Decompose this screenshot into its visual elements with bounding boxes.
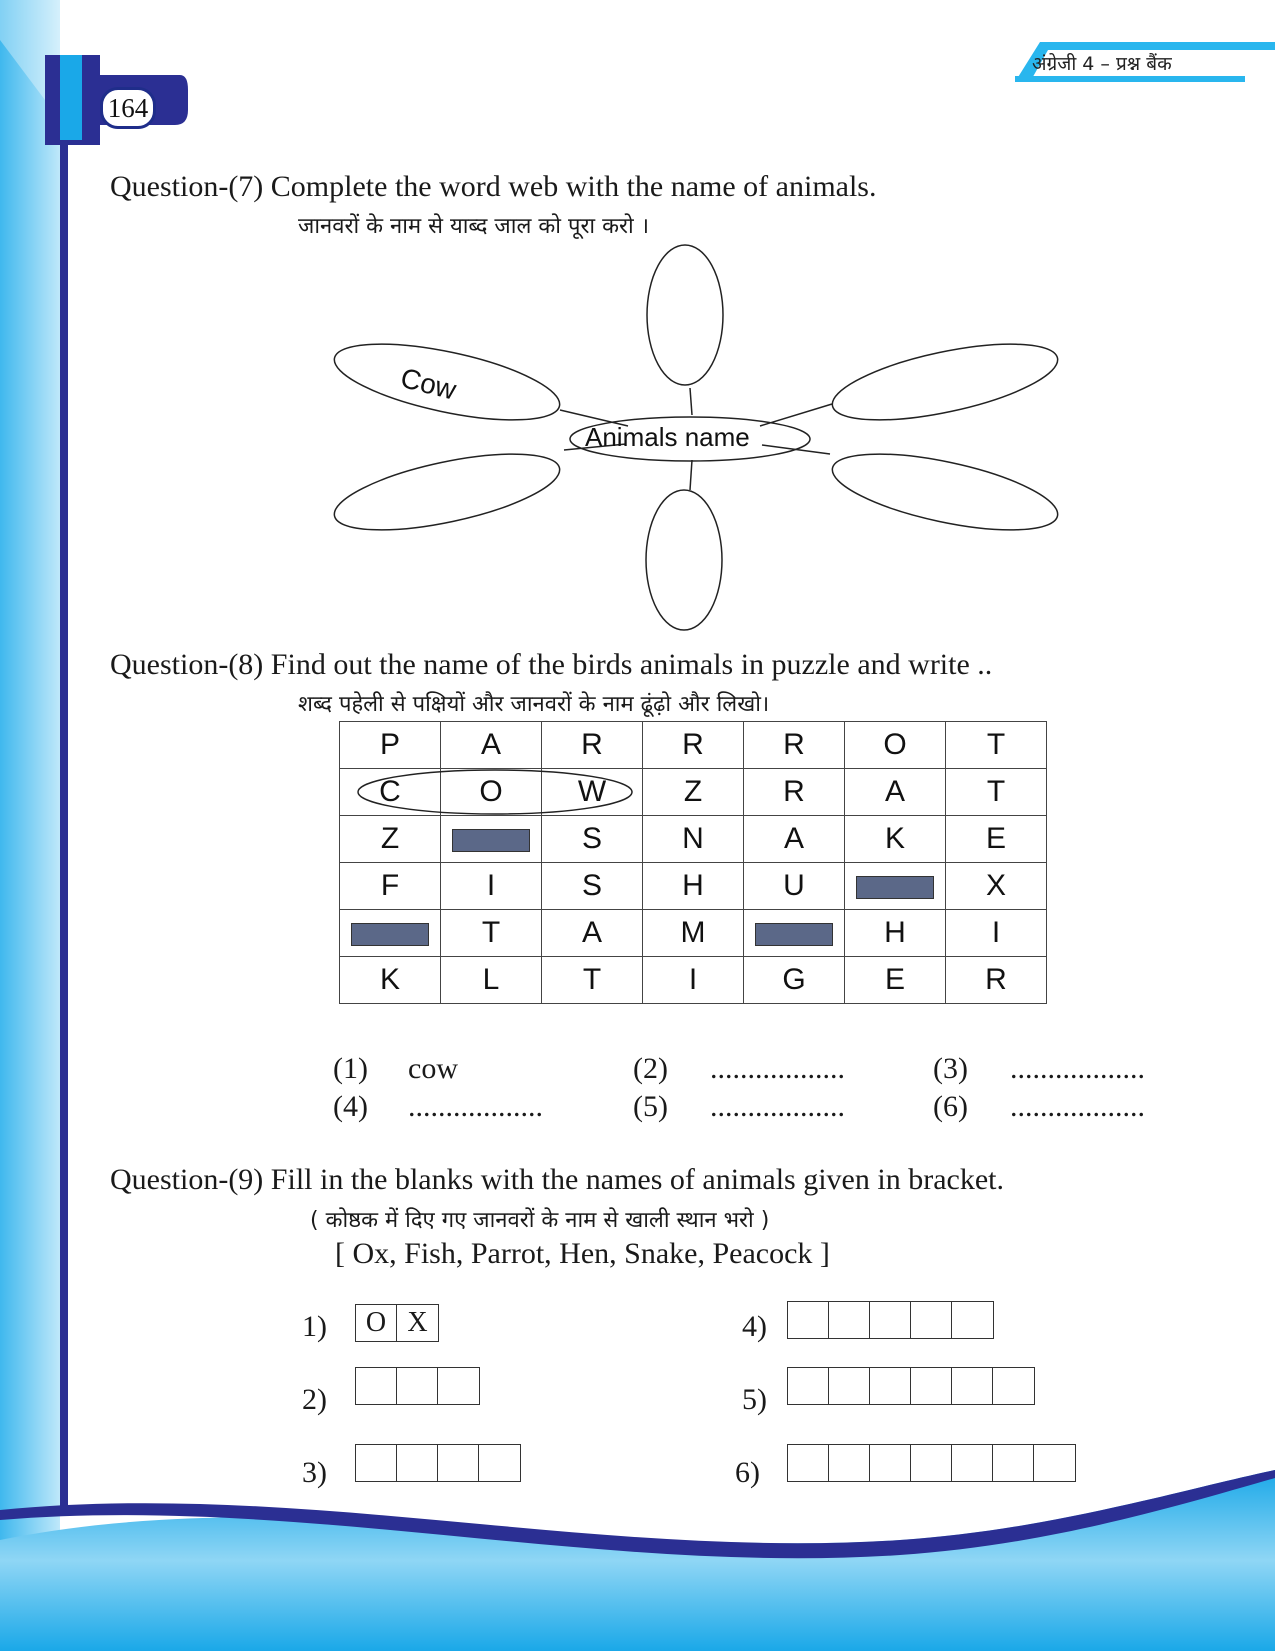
grid-letter-cell: K: [340, 957, 441, 1004]
blocked-cell-shading: [755, 923, 833, 946]
grid-row: [340, 957, 1047, 1004]
blocked-cell-shading: [856, 876, 934, 899]
grid-letter-cell: S: [542, 863, 643, 910]
grid-row: [340, 910, 1047, 957]
grid-letter-cell: L: [441, 957, 542, 1004]
letter-box[interactable]: [829, 1302, 870, 1338]
grid-letter-cell: R: [643, 722, 744, 769]
grid-letter-cell: O: [845, 722, 946, 769]
q8-hindi-instruction: शब्द पहेली से पक्षियों और जानवरों के नाम ढूंढ़ो और लिखो।: [298, 692, 770, 717]
grid-letter-cell: R: [744, 769, 845, 816]
grid-letter-cell: P: [340, 722, 441, 769]
grid-letter-cell: A: [441, 722, 542, 769]
blocked-cell-shading: [351, 923, 429, 946]
web-oval-upper-right: [826, 329, 1060, 436]
fill-3-number: 3): [302, 1456, 327, 1489]
answer-1-number: (1): [333, 1052, 368, 1085]
grid-letter-cell: S: [542, 816, 643, 863]
fill-5-letter-boxes[interactable]: [787, 1367, 1035, 1405]
letter-box[interactable]: [993, 1368, 1034, 1404]
letter-box[interactable]: [993, 1445, 1034, 1481]
blocked-cell-shading: [452, 829, 530, 852]
grid-letter-cell: I: [441, 863, 542, 910]
grid-letter-cell: I: [946, 910, 1047, 957]
fill-2-letter-boxes[interactable]: [355, 1367, 480, 1405]
fill-6-letter-boxes[interactable]: [787, 1444, 1076, 1482]
letter-box[interactable]: [911, 1445, 952, 1481]
grid-letter-cell: I: [643, 957, 744, 1004]
q7-title: Question-(7) Complete the word web with the name of animals.: [110, 170, 877, 203]
q7-hindi-instruction: जानवरों के नाम से याब्द जाल को पूरा करो ।: [298, 214, 650, 239]
grid-letter-cell: W: [542, 769, 643, 816]
answer-1-text: cow: [408, 1052, 458, 1085]
grid-letter-cell: H: [643, 863, 744, 910]
web-center-label: Animals name: [585, 422, 750, 452]
grid-letter-cell: G: [744, 957, 845, 1004]
grid-letter-cell: N: [643, 816, 744, 863]
letter-box[interactable]: [397, 1368, 438, 1404]
grid-letter-cell: R: [542, 722, 643, 769]
grid-letter-cell: A: [542, 910, 643, 957]
fill-2-number: 2): [302, 1383, 327, 1416]
letter-box[interactable]: [952, 1302, 993, 1338]
letter-box[interactable]: [788, 1445, 829, 1481]
grid-row: [340, 863, 1047, 910]
letter-box[interactable]: [870, 1302, 911, 1338]
fill-6-number: 6): [735, 1456, 760, 1489]
answer-3-blank[interactable]: ..................: [1010, 1052, 1145, 1085]
grid-letter-cell: T: [946, 769, 1047, 816]
letter-box[interactable]: [870, 1368, 911, 1404]
grid-letter-cell: X: [946, 863, 1047, 910]
fill-1-number: 1): [302, 1310, 327, 1343]
grid-letter-cell: T: [441, 910, 542, 957]
page-number: 164: [100, 87, 156, 129]
answer-4-number: (4): [333, 1090, 368, 1123]
grid-letter-cell: H: [845, 910, 946, 957]
grid-letter-cell: E: [946, 816, 1047, 863]
fill-4-letter-boxes[interactable]: [787, 1301, 994, 1339]
grid-letter-cell: R: [946, 957, 1047, 1004]
fill-3-letter-boxes[interactable]: [355, 1444, 521, 1482]
letter-box[interactable]: [952, 1445, 993, 1481]
q8-title: Question-(8) Find out the name of the birds animals in puzzle and write ..: [110, 648, 993, 681]
web-oval-top: [647, 245, 723, 385]
letter-box[interactable]: [438, 1368, 479, 1404]
fill-5-number: 5): [742, 1383, 767, 1416]
grid-letter-cell: K: [845, 816, 946, 863]
q9-word-list: [ Ox, Fish, Parrot, Hen, Snake, Peacock ]: [335, 1237, 830, 1270]
grid-blocked-cell: [340, 910, 441, 957]
word-search-grid: [339, 721, 1047, 1004]
letter-box[interactable]: [829, 1368, 870, 1404]
grid-letter-cell: O: [441, 769, 542, 816]
grid-letter-cell: Z: [340, 816, 441, 863]
grid-letter-cell: C: [340, 769, 441, 816]
answer-4-blank[interactable]: ..................: [408, 1090, 543, 1123]
web-oval-lower-right: [826, 439, 1060, 546]
grid-blocked-cell: [845, 863, 946, 910]
grid-letter-cell: U: [744, 863, 845, 910]
q9-hindi-instruction: ( कोष्ठक में दिए गए जानवरों के नाम से खाली स्थान भरो ): [310, 1208, 770, 1233]
letter-box[interactable]: [788, 1368, 829, 1404]
answer-3-number: (3): [933, 1052, 968, 1085]
letter-box[interactable]: [911, 1302, 952, 1338]
fill-1-letter-boxes[interactable]: [355, 1304, 439, 1342]
grid-row: [340, 816, 1047, 863]
grid-letter-cell: M: [643, 910, 744, 957]
running-title: अंग्रेजी 4 – प्रश्न बैंक: [1032, 53, 1172, 75]
letter-box[interactable]: [479, 1445, 520, 1481]
grid-letter-cell: F: [340, 863, 441, 910]
letter-box[interactable]: [788, 1302, 829, 1338]
grid-letter-cell: E: [845, 957, 946, 1004]
letter-box[interactable]: [356, 1368, 397, 1404]
fill-4-number: 4): [742, 1310, 767, 1343]
grid-letter-cell: A: [845, 769, 946, 816]
web-filled-label: Cow: [397, 362, 460, 406]
grid-letter-cell: R: [744, 722, 845, 769]
letter-box[interactable]: [1034, 1445, 1075, 1481]
grid-row: [340, 722, 1047, 769]
letter-box[interactable]: [952, 1368, 993, 1404]
grid-letter-cell: Z: [643, 769, 744, 816]
grid-blocked-cell: [744, 910, 845, 957]
web-oval-bottom: [646, 490, 722, 630]
q9-title: Question-(9) Fill in the blanks with the names of animals given in bracket.: [110, 1163, 1004, 1196]
answer-5-blank[interactable]: ..................: [710, 1090, 845, 1123]
cow-circle-mark: [356, 768, 636, 818]
letter-box[interactable]: [829, 1445, 870, 1481]
answer-6-number: (6): [933, 1090, 968, 1123]
grid-letter-cell: T: [946, 722, 1047, 769]
grid-blocked-cell: [441, 816, 542, 863]
answer-2-number: (2): [633, 1052, 668, 1085]
answer-2-blank[interactable]: ..................: [710, 1052, 845, 1085]
letter-box[interactable]: X: [407, 1307, 428, 1338]
letter-box[interactable]: [397, 1445, 438, 1481]
letter-box[interactable]: [870, 1445, 911, 1481]
answer-6-blank[interactable]: ..................: [1010, 1090, 1145, 1123]
grid-letter-cell: A: [744, 816, 845, 863]
letter-box[interactable]: [438, 1445, 479, 1481]
answer-5-number: (5): [633, 1090, 668, 1123]
letter-box[interactable]: O: [356, 1305, 397, 1341]
web-oval-lower-left: [328, 439, 565, 546]
grid-letter-cell: T: [542, 957, 643, 1004]
letter-box[interactable]: [356, 1445, 397, 1481]
letter-box[interactable]: [911, 1368, 952, 1404]
